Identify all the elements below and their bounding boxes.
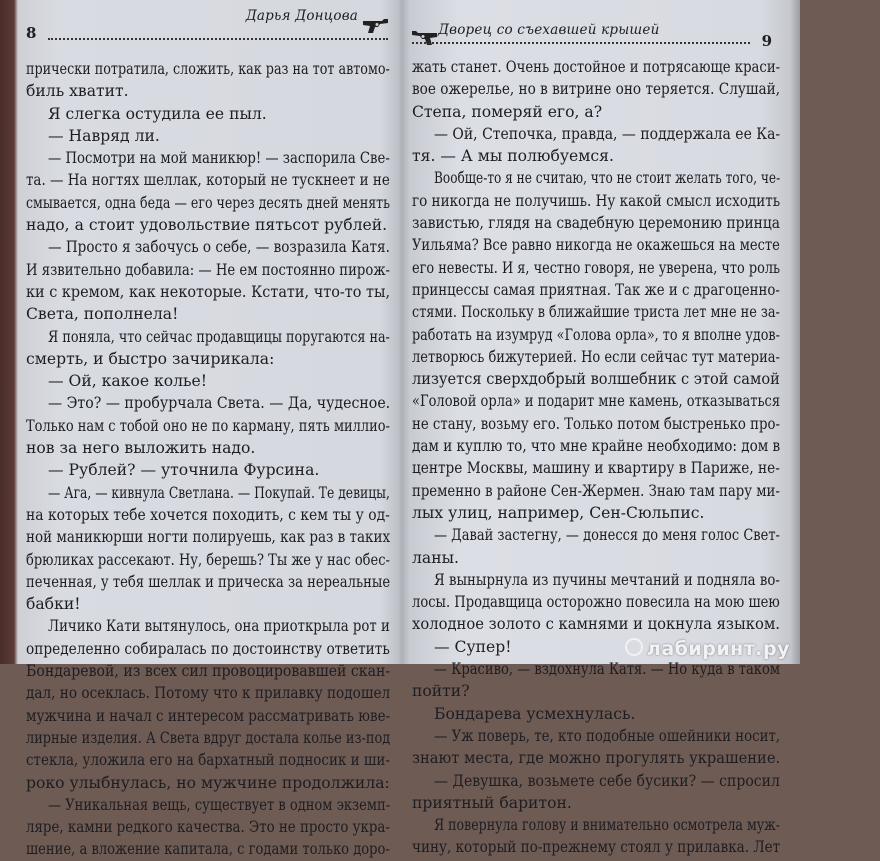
text-line: брюликах рассекают. Ну, берешь? Ты же у нас обес- bbox=[26, 550, 390, 569]
text-line: приятный баритон. bbox=[412, 793, 572, 812]
right-page-text bbox=[412, 56, 780, 859]
text-line: — Рублей? — уточнила Фурсина. bbox=[48, 461, 320, 480]
text-line: завистью, глядя на свадебную церемонию принца bbox=[412, 214, 780, 233]
text-line: — Девушка, возьмете себе бусики? — спросил bbox=[434, 771, 780, 790]
text-line: смывается, одна беда — его через десять дней менять bbox=[26, 193, 391, 212]
text-line: — Ой, Степочка, правда, — поддержала ее Ка- bbox=[434, 124, 781, 143]
text-line: знают места, где можно прогулять украшение. bbox=[412, 749, 781, 768]
text-line: — Посмотри на мой маникюр! — заспорила Све- bbox=[48, 149, 390, 168]
text-line: чину, который по-прежнему стоял у прилавка. Лет bbox=[412, 838, 781, 857]
text-line: печенная, у тебя шеллак и прическа за нереальные bbox=[26, 572, 391, 591]
text-line: Я поняла, что сейчас продавщицы поругаются на- bbox=[48, 327, 390, 346]
text-line: Я вынырнула из пучины мечтаний и подняла во- bbox=[434, 570, 780, 589]
right-page-number: 9 bbox=[761, 32, 772, 50]
text-line: — Просто я забочусь о себе, — возразила Катя. bbox=[48, 238, 390, 257]
text-line: лирные изделия. А Света вдруг достала колье из-под bbox=[26, 728, 391, 747]
text-line: Я слегка остудила ее пыл. bbox=[48, 104, 267, 123]
text-line: мужчина и начал с интересом рассматривать юве- bbox=[26, 706, 391, 725]
text-line: И язвительно добавила: — Не ем постоянно пирож- bbox=[26, 260, 391, 279]
text-line: на которых тебе хочется походить, с кем ты у од- bbox=[26, 505, 390, 524]
text-line: дам и куплю то, что мне крайне необходимо: дом в bbox=[412, 437, 781, 456]
text-line: го никогда не получишь. Ну какой смысл исходить bbox=[412, 191, 781, 210]
text-line: холодное золото с камнями и цокнула языком. bbox=[412, 615, 780, 634]
labirint-logo-icon bbox=[625, 638, 643, 656]
text-line: — Красиво, — вздохнула Катя. — Но куда в таком bbox=[434, 660, 780, 679]
text-line: ки с кремом, как некоторые. Кстати, что-то ты, bbox=[26, 282, 391, 301]
text-line: центре Москвы, машину и квартиру в Париже, не- bbox=[412, 459, 780, 478]
text-line: Я повернула голову и внимательно осмотрела муж- bbox=[434, 816, 780, 835]
text-line: Уильяма? Все равно никогда не окажешься на месте bbox=[412, 236, 780, 255]
left-running-head bbox=[22, 4, 394, 46]
text-line: летворюсь бижутерией. Но если сейчас тут материа- bbox=[412, 347, 780, 366]
text-line: ланы. bbox=[412, 548, 459, 567]
text-line: биль хватит. bbox=[26, 82, 129, 101]
text-line: «Головой орла» и подарит мне камень, отказываться bbox=[412, 392, 781, 411]
text-line: шение, а вложение капитала, с годами только доро- bbox=[26, 840, 390, 859]
left-page-number: 8 bbox=[26, 24, 37, 42]
text-line: Света, пополнела! bbox=[26, 305, 179, 324]
text-line: не стану, возьму его. Только потом быстренько про- bbox=[412, 414, 780, 433]
revolver-icon bbox=[362, 18, 390, 34]
text-line: Личико Кати вытянулось, она приоткрыла рот и bbox=[48, 617, 390, 636]
text-line: смерть, и быстро зачирикала: bbox=[26, 349, 275, 368]
text-line: Бондаревой, из всех сил провоцировавшей скан- bbox=[26, 662, 391, 681]
text-line: определенно собиралась по достоинству ответить bbox=[26, 639, 390, 658]
text-line: стями. Поскольку в ближайшие триста лет мне не за- bbox=[412, 303, 780, 322]
text-line: надо, а стоит удовольствие пятьсот рублей. bbox=[26, 216, 388, 235]
text-line: прически потратила, сложить, как раз на тот автомо- bbox=[26, 60, 390, 78]
text-line: работать на изумруд «Голова орла», то я вполне удов- bbox=[412, 325, 780, 344]
text-line: пременно в районе Сен-Жермен. Знаю там пару ми- bbox=[412, 481, 780, 500]
text-line: — Давай застегну, — донесся до меня голос Свет- bbox=[434, 526, 780, 545]
text-line: принцессы самая приятная. Так же и с драгоценно- bbox=[412, 280, 780, 299]
right-head-rule bbox=[412, 42, 750, 44]
left-page bbox=[22, 0, 394, 859]
text-line: — Ой, какое колье! bbox=[48, 372, 208, 391]
text-line: дал, но осеклась. Потому что к прилавку подошел bbox=[26, 684, 391, 703]
text-line: — Ага, — кивнула Светлана. — Покупай. Те девицы, bbox=[48, 483, 390, 502]
right-page bbox=[408, 0, 790, 857]
text-line: — Навряд ли. bbox=[48, 126, 160, 145]
text-line: — Уникальная вещь, существует в одном экземп- bbox=[48, 795, 391, 814]
text-line: лизуется сверхдобрый волшебник с этой самой bbox=[412, 370, 780, 389]
text-line: Бондарева усмехнулась. bbox=[434, 704, 636, 723]
left-head-rule bbox=[48, 38, 388, 40]
right-running-head bbox=[408, 4, 790, 50]
text-line: стекла, уложила его на бархатный подносик и ши- bbox=[26, 751, 390, 770]
text-line: лых улиц, например, Сен-Сюльпис. bbox=[412, 503, 705, 522]
left-running-title: Дарья Донцова bbox=[245, 8, 358, 24]
text-line: Только нам с тобой оно не по карману, пять миллио- bbox=[26, 416, 390, 435]
text-line: вое ожерелье, но в витрине оно теряется. Слушай, bbox=[412, 80, 781, 99]
text-line: Вообще-то я не считаю, что не стоит желать того, че- bbox=[434, 169, 781, 188]
text-line: ляре, камни редкого качества. Это не просто укра- bbox=[26, 818, 390, 837]
text-line: пойти? bbox=[412, 682, 470, 701]
text-line: — Это? — пробурчала Света. — Да, чудесное. bbox=[48, 394, 391, 413]
text-line: бабки! bbox=[26, 595, 81, 614]
text-line: роко улыбнулась, но мужчине продолжила: bbox=[26, 773, 390, 792]
text-line: Степа, померяй его, а? bbox=[412, 102, 603, 121]
text-line: лосы. Продавщица осторожно повесила на мою шею bbox=[412, 593, 780, 612]
right-running-title: Дворец со съехавшей крышей bbox=[438, 22, 660, 38]
left-page-text bbox=[26, 58, 390, 861]
watermark-text: лабиринт.ру bbox=[646, 638, 790, 660]
watermark bbox=[625, 638, 790, 660]
text-line: — Супер! bbox=[434, 637, 512, 656]
text-line: его невесты. И я, честно говоря, не уверена, что роль bbox=[412, 258, 781, 277]
text-line: та. — На ногтях шеллак, который не тускнеет и не bbox=[26, 171, 390, 190]
text-line: ной маникюрши ногти полируешь, как раз в таких bbox=[26, 528, 391, 547]
text-line: нов за него выложить надо. bbox=[26, 439, 256, 458]
text-line: жать станет. Очень достойное и потрясающе краси- bbox=[412, 58, 781, 76]
text-line: тя. — А мы полюбуемся. bbox=[412, 147, 614, 166]
text-line: — Уж поверь, те, кто подобные ошейники носит, bbox=[434, 726, 781, 745]
